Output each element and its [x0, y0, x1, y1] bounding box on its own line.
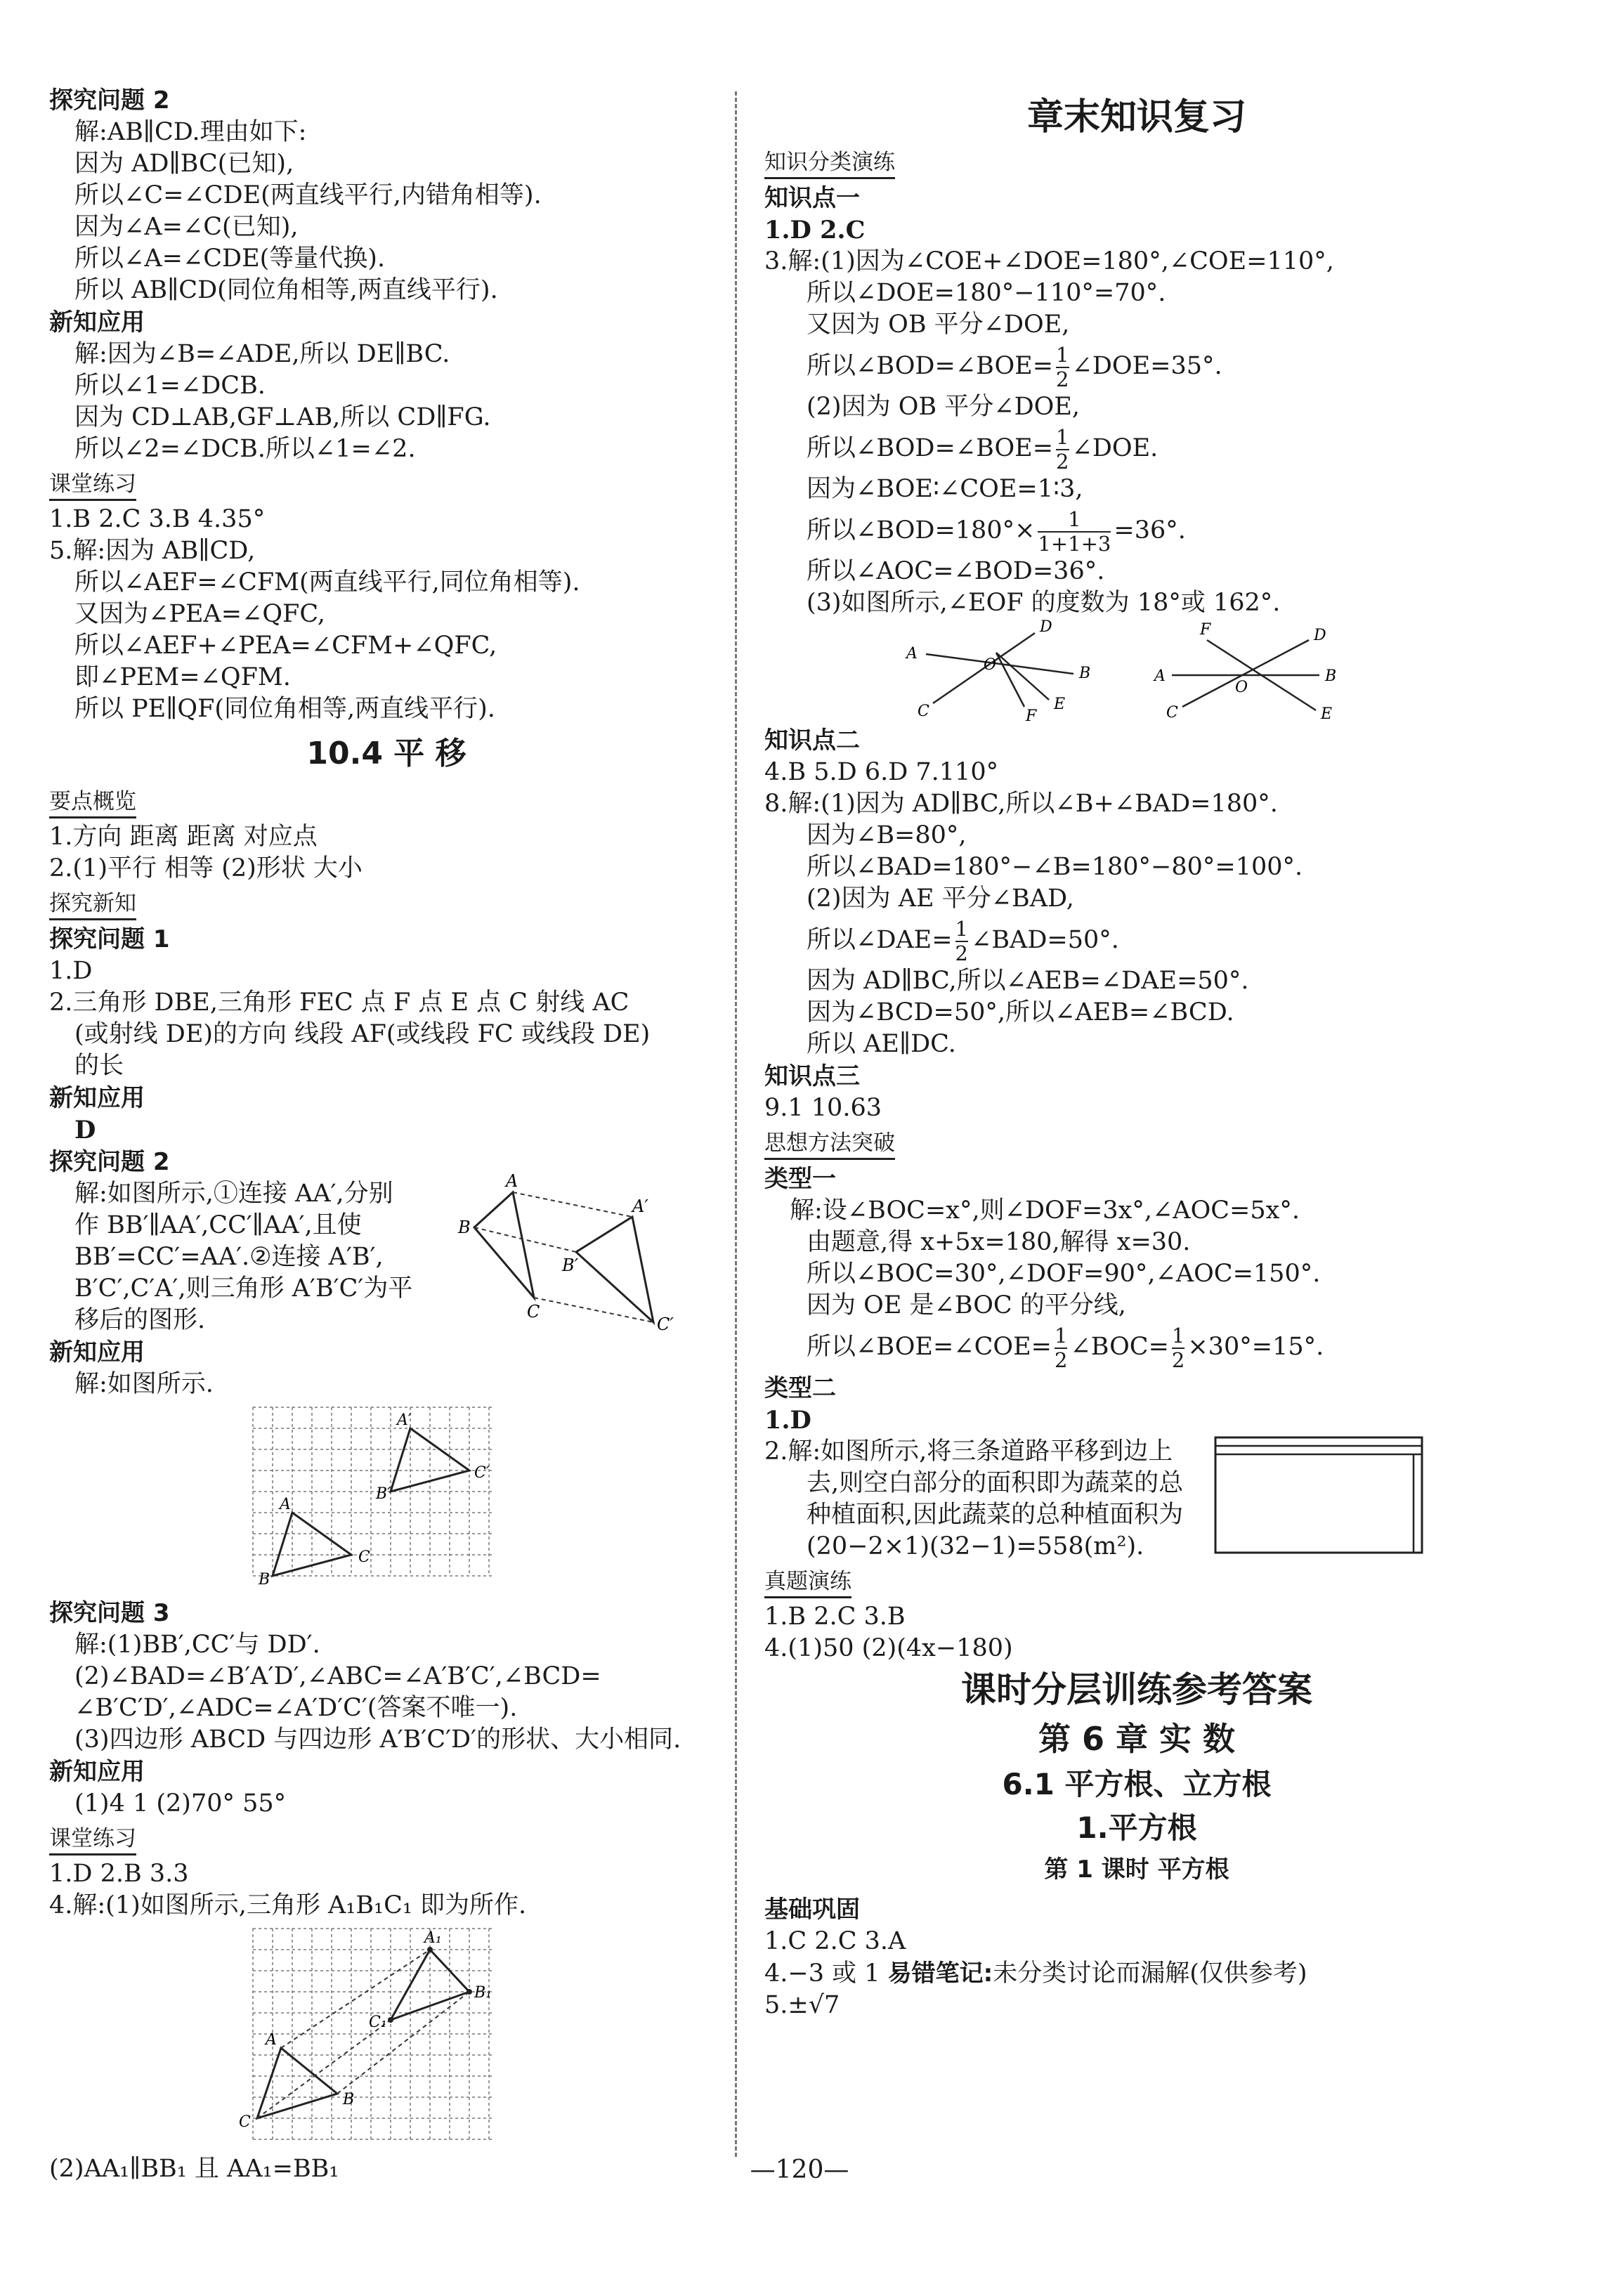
- point-label: A′: [397, 1411, 412, 1429]
- lesson-title: 第 1 课时 平方根: [1044, 1855, 1229, 1884]
- section-label: 真题演练: [764, 1567, 851, 1598]
- point-label: C′: [474, 1464, 490, 1482]
- text-line: 所以∠AEF=∠CFM(两直线平行,同位角相等).: [74, 568, 580, 596]
- text-line: 5.解:因为 AB∥CD,: [49, 537, 256, 565]
- section-label: 课堂练习: [49, 1824, 136, 1855]
- denominator: 2: [1056, 367, 1069, 391]
- text-line: (20−2×1)(32−1)=558(m²).: [807, 1532, 1144, 1560]
- point-label: A₁: [424, 1929, 442, 1947]
- text-line: 2.三角形 DBE,三角形 FEC 点 F 点 E 点 C 射线 AC: [49, 989, 629, 1017]
- point-label: O: [1235, 679, 1248, 696]
- text-line: BB′=CC′=AA′.②连接 A′B′,: [74, 1243, 384, 1271]
- text: 未分类讨论而漏解(仅供参考): [993, 1959, 1307, 1988]
- text-line: 因为∠B=80°,: [807, 821, 967, 849]
- fraction-line: [764, 1322, 1509, 1372]
- note-label: 易错笔记:: [887, 1959, 993, 1988]
- numerator: 1: [1056, 424, 1069, 449]
- text-line: 所以 PE∥QF(同位角相等,两直线平行).: [74, 695, 495, 723]
- point-label: B: [458, 1218, 471, 1237]
- text-line: 因为 AD∥BC(已知),: [74, 150, 294, 178]
- numerator: 1: [1056, 342, 1069, 367]
- text-line: 4.B 5.D 6.D 7.110°: [764, 758, 999, 786]
- point-label: C: [1166, 704, 1178, 722]
- fraction: [1056, 344, 1069, 391]
- text-line: (或射线 DE)的方向 线段 AF(或线段 FC 或线段 DE): [74, 1020, 651, 1048]
- text: 所以∠BOD=180°×: [807, 516, 1036, 544]
- numerator: 1: [1171, 1323, 1185, 1348]
- text-line: (1)4 1 (2)70° 55°: [74, 1789, 287, 1818]
- text-line: 因为∠BOE∶∠COE=1∶3,: [807, 475, 1083, 503]
- text: ∠BOC=: [1070, 1333, 1169, 1361]
- text-line: 移后的图形.: [74, 1306, 206, 1334]
- text-line: (2)AA₁∥BB₁ 且 AA₁=BB₁: [49, 2155, 339, 2183]
- text-line: 所以∠BAD=180°−∠B=180°−80°=100°.: [807, 853, 1303, 881]
- text: =36°.: [1114, 516, 1186, 544]
- point-label: C: [918, 703, 929, 720]
- section-label: 知识分类演练: [764, 148, 895, 179]
- heading: 新知应用: [49, 1758, 145, 1786]
- denominator: 2: [1054, 1348, 1068, 1372]
- text-line: 因为∠A=∠C(已知),: [74, 213, 299, 241]
- text: ×30°=15°.: [1187, 1333, 1324, 1361]
- text-line: 所以∠AEF+∠PEA=∠CFM+∠QFC,: [74, 632, 497, 660]
- point-label: D: [1314, 627, 1326, 644]
- text-line: 所以 AB∥CD(同位角相等,两直线平行).: [74, 276, 498, 304]
- text-line: 1.方向 距离 距离 对应点: [49, 823, 318, 851]
- point-label: A: [506, 1171, 518, 1191]
- section-label: 要点概览: [49, 787, 136, 818]
- text-line: 又因为∠PEA=∠QFC,: [74, 600, 325, 628]
- text-line: 去,则空白部分的面积即为蔬菜的总: [807, 1469, 1184, 1497]
- text-line: 所以∠1=∠DCB.: [74, 372, 266, 400]
- text-line: 4.(1)50 (2)(4x−180): [764, 1634, 1013, 1662]
- text: 4.−3 或 1: [764, 1959, 888, 1988]
- text-line: 1.D 2.C: [764, 216, 866, 244]
- section-label: 探究新知: [49, 889, 136, 920]
- angle-lines-figure: [905, 619, 1340, 724]
- fraction-line: [764, 505, 1509, 556]
- fraction: [1038, 508, 1111, 556]
- heading: 探究问题 3: [49, 1599, 170, 1627]
- text-line: 2.(1)平行 相等 (2)形状 大小: [49, 854, 363, 882]
- point-label: A′: [632, 1196, 648, 1216]
- text-line: 4.解:(1)如图所示,三角形 A₁B₁C₁ 即为所作.: [49, 1891, 527, 1919]
- text-line: 所以∠C=∠CDE(两直线平行,内错角相等).: [74, 181, 542, 209]
- text-line: 2.解:如图所示,将三条道路平移到边上: [764, 1437, 1173, 1466]
- heading: 新知应用: [49, 308, 145, 337]
- denominator: 1+1+3: [1038, 531, 1111, 556]
- column-divider: [735, 91, 737, 2157]
- text-line: 9.1 10.63: [764, 1094, 882, 1122]
- fraction-line: [764, 341, 1509, 391]
- text: ∠BAD=50°.: [971, 926, 1119, 954]
- text: 所以∠DAE=: [807, 926, 953, 954]
- answers-title: 课时分层训练参考答案: [961, 1669, 1312, 1710]
- point-label: B: [259, 1571, 270, 1589]
- text-line: 的长: [74, 1052, 124, 1080]
- point-label: C₁: [369, 2014, 387, 2031]
- fraction-line: [764, 423, 1509, 474]
- point-label: B: [343, 2091, 355, 2108]
- text-line: 所以∠AOC=∠BOD=36°.: [807, 557, 1105, 585]
- text-line: 5.±√7: [764, 1991, 840, 2019]
- heading: 知识点一: [764, 184, 860, 212]
- grid-translation-figure-2: [211, 1922, 534, 2153]
- text-line: 所以∠A=∠CDE(等量代换).: [74, 244, 386, 273]
- text-line: 又因为 OB 平分∠DOE,: [807, 311, 1070, 339]
- road-answer: [764, 1436, 1509, 1563]
- fraction: [1172, 1324, 1184, 1372]
- heading: 类型二: [764, 1374, 836, 1402]
- point-label: E: [1321, 705, 1333, 723]
- heading: 基础巩固: [764, 1896, 860, 1924]
- triangle-translation-figure: [457, 1164, 710, 1340]
- text-line: 所以 AE∥DC.: [807, 1030, 956, 1058]
- heading: 类型一: [764, 1165, 836, 1193]
- text-line: 3.解:(1)因为∠COE+∠DOE=180°,∠COE=110°,: [764, 247, 1334, 275]
- text-line: 因为 CD⊥AB,GF⊥AB,所以 CD∥FG.: [74, 403, 491, 431]
- heading: 探究问题 1: [49, 925, 170, 953]
- point-label: B: [1325, 667, 1337, 685]
- right-column: [764, 84, 1509, 2021]
- text-line: (2)因为 AE 平分∠BAD,: [807, 885, 1074, 913]
- text-line: 解:因为∠B=∠ADE,所以 DE∥BC.: [74, 340, 450, 368]
- point-label: B₁: [474, 1984, 492, 2002]
- text-line: D: [74, 1116, 96, 1144]
- point-label: A: [266, 2031, 277, 2049]
- heading: 新知应用: [49, 1084, 145, 1112]
- chapter-title: 第 6 章 实 数: [1038, 1720, 1236, 1758]
- point-label: C: [358, 1548, 370, 1566]
- point-label: B′: [376, 1485, 391, 1503]
- fraction: [955, 918, 968, 965]
- text-line: 由题意,得 x+5x=180,解得 x=30.: [807, 1228, 1191, 1256]
- point-label: F: [1200, 621, 1211, 639]
- heading: 知识点二: [764, 726, 860, 755]
- text-line: [764, 1957, 1509, 1990]
- point-label: B: [1079, 665, 1091, 682]
- subsection-title: 1.平方根: [1076, 1811, 1197, 1845]
- text-line: 1.B 2.C 3.B: [764, 1603, 906, 1631]
- left-column: [49, 84, 724, 2185]
- text-line: 解:设∠BOC=x°,则∠DOF=3x°,∠AOC=5x°.: [790, 1196, 1300, 1225]
- text-line: 1.D 2.B 3.3: [49, 1860, 189, 1888]
- text-line: 解:如图所示,①连接 AA′,分别: [74, 1180, 393, 1208]
- section-title: 10.4 平 移: [306, 736, 466, 771]
- point-label: C′: [657, 1315, 674, 1334]
- numerator: 1: [1068, 507, 1081, 531]
- denominator: 2: [1171, 1348, 1185, 1372]
- text: 所以∠BOE=∠COE=: [807, 1333, 1052, 1361]
- point-label: E: [1054, 696, 1066, 713]
- heading: 探究问题 2: [49, 1148, 170, 1176]
- text-line: 因为 AD∥BC,所以∠AEB=∠DAE=50°.: [807, 967, 1249, 995]
- point-label: C: [527, 1302, 540, 1322]
- text-line: 8.解:(1)因为 AD∥BC,所以∠B+∠BAD=180°.: [764, 790, 1278, 818]
- text-line: (2)因为 OB 平分∠DOE,: [807, 393, 1080, 421]
- point-label: A: [1154, 667, 1166, 685]
- text-line: 解:如图所示.: [74, 1370, 214, 1398]
- section-label: 思想方法突破: [764, 1128, 895, 1160]
- text-line: 解:(1)BB′,CC′与 DD′.: [74, 1631, 320, 1659]
- point-label: O: [984, 656, 997, 674]
- text-line: 1.D: [49, 957, 93, 985]
- text-line: 解:AB∥CD.理由如下:: [74, 118, 307, 146]
- point-label: A: [906, 645, 918, 663]
- text-line: (3)四边形 ABCD 与四边形 A′B′C′D′的形状、大小相同.: [74, 1726, 681, 1754]
- text-line: 种植面积,因此蔬菜的总种植面积为: [807, 1501, 1184, 1529]
- text: 所以∠BOD=∠BOE=: [807, 434, 1054, 462]
- point-label: B′: [562, 1255, 579, 1275]
- text: ∠DOE=35°.: [1071, 352, 1222, 380]
- point-label: F: [1026, 707, 1037, 724]
- heading: 探究问题 2: [49, 86, 170, 115]
- denominator: 2: [1056, 449, 1069, 474]
- text-line: 因为 OE 是∠BOC 的平分线,: [807, 1291, 1126, 1319]
- point-label: C: [239, 2113, 251, 2131]
- text: ∠DOE.: [1071, 434, 1159, 462]
- fraction: [1056, 426, 1069, 474]
- fraction-line: [764, 915, 1509, 965]
- numerator: 1: [1054, 1323, 1068, 1348]
- text-line: 因为∠BCD=50°,所以∠AEB=∠BCD.: [807, 998, 1234, 1026]
- page-number: —120—: [750, 2155, 849, 2184]
- text-line: (2)∠BAD=∠B′A′D′,∠ABC=∠A′B′C′,∠BCD=: [74, 1662, 601, 1690]
- text-line: 1.B 2.C 3.B 4.35°: [49, 505, 266, 533]
- text-line: 即∠PEM=∠QFM.: [74, 663, 291, 691]
- denominator: 2: [955, 941, 968, 965]
- section-title: 6.1 平方根、立方根: [1002, 1767, 1272, 1801]
- heading: 知识点三: [764, 1062, 860, 1090]
- point-label: A: [280, 1496, 291, 1513]
- section-title: 章末知识复习: [1026, 96, 1246, 138]
- text-line: (3)如图所示,∠EOF 的度数为 18°或 162°.: [807, 589, 1281, 617]
- text-line: B′C′,C′A′,则三角形 A′B′C′为平: [74, 1274, 413, 1303]
- translation-answer: [49, 1171, 724, 1336]
- fraction: [1055, 1324, 1067, 1372]
- heading: 新知应用: [49, 1338, 145, 1366]
- numerator: 1: [955, 916, 968, 941]
- text-line: 1.C 2.C 3.A: [764, 1927, 906, 1955]
- text-line: 所以∠2=∠DCB.所以∠1=∠2.: [74, 435, 416, 463]
- section-label: 课堂练习: [49, 469, 136, 501]
- grid-translation-figure: [232, 1400, 527, 1597]
- text-line: 作 BB′∥AA′,CC′∥AA′,且使: [74, 1211, 362, 1239]
- text: 所以∠BOD=∠BOE=: [807, 352, 1054, 380]
- text-line: 所以∠DOE=180°−110°=70°.: [807, 279, 1166, 307]
- text-line: 所以∠BOC=30°,∠DOF=90°,∠AOC=150°.: [807, 1260, 1321, 1288]
- garden-rectangle-figure: [1214, 1436, 1425, 1555]
- text-line: 1.D: [764, 1406, 811, 1435]
- text-line: ∠B′C′D′,∠ADC=∠A′D′C′(答案不唯一).: [74, 1694, 518, 1722]
- point-label: D: [1040, 619, 1052, 636]
